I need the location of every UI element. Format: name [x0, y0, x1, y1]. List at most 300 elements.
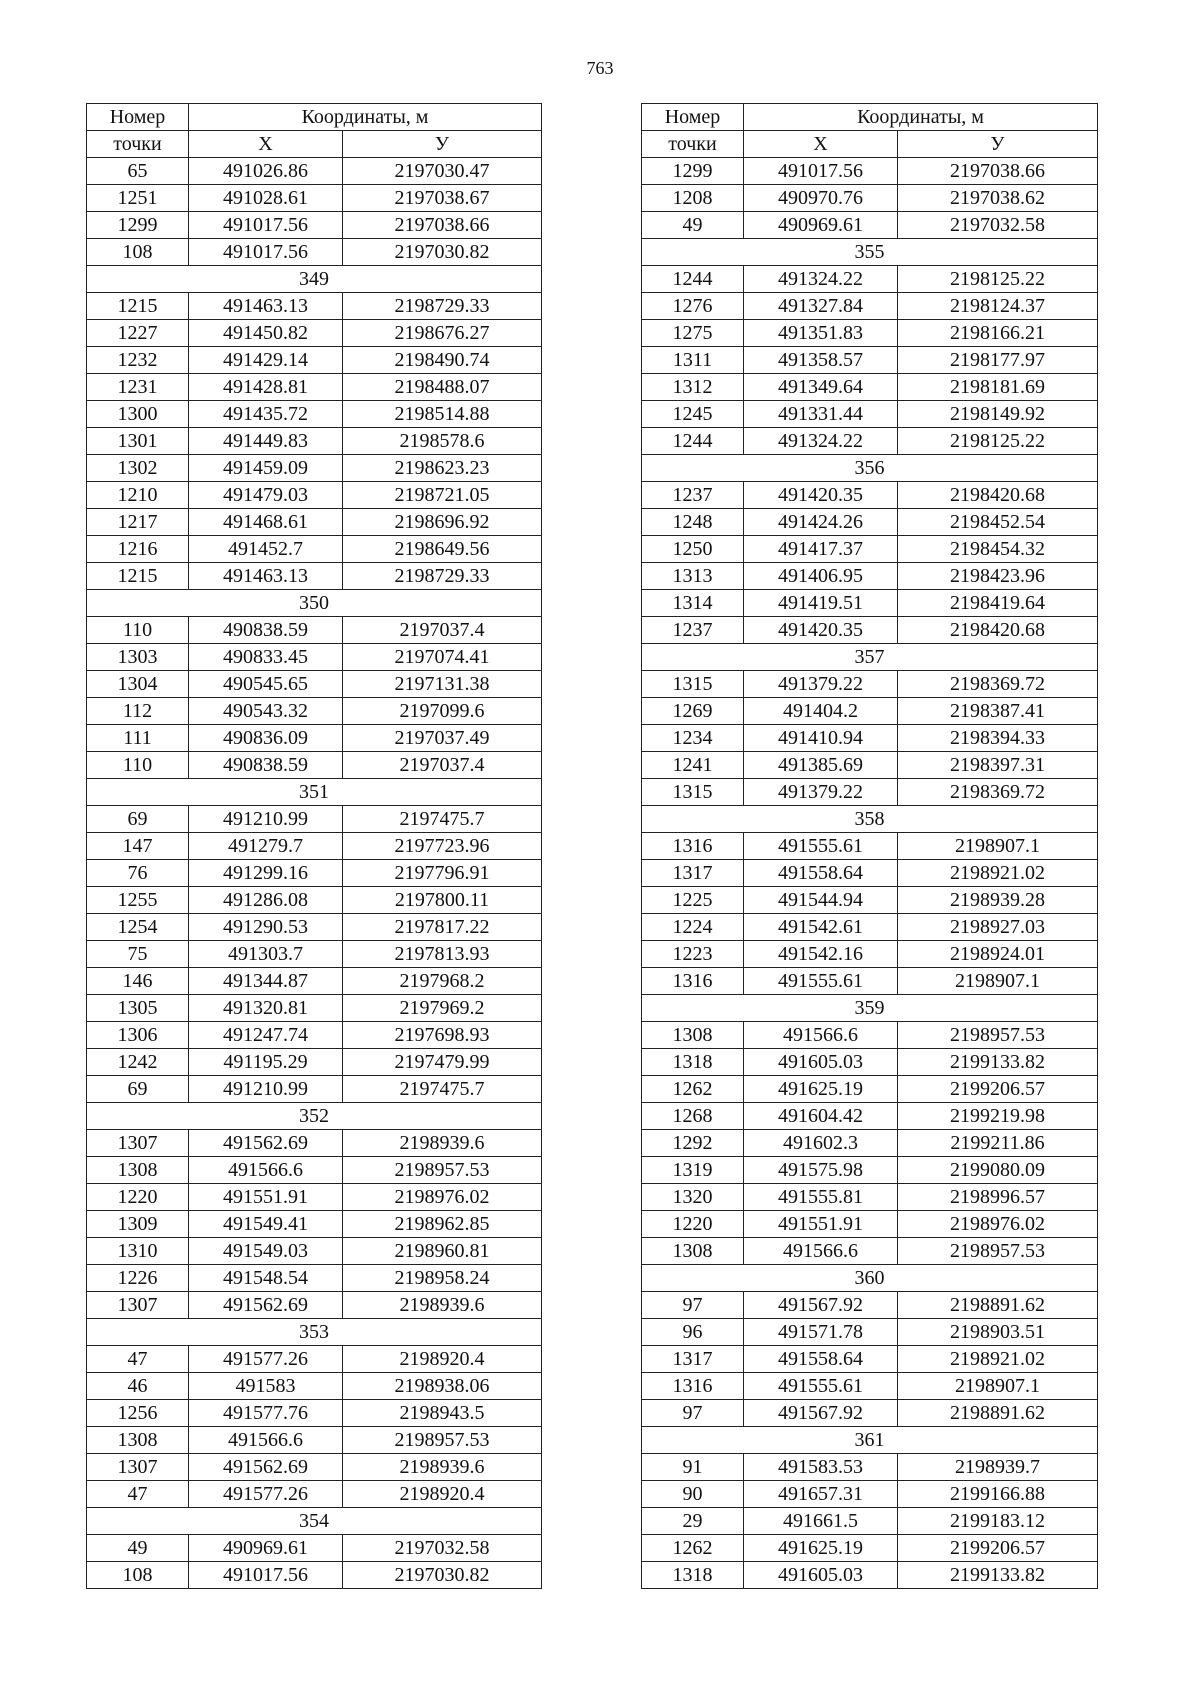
x-coordinate-cell: 491017.56	[189, 239, 343, 266]
table-row	[642, 1130, 1098, 1157]
point-number-cell: 1318	[642, 1562, 744, 1589]
table-row	[87, 293, 542, 320]
table-row	[642, 563, 1098, 590]
point-number-cell: 1308	[87, 1427, 189, 1454]
y-coordinate-cell: 2197032.58	[343, 1535, 542, 1562]
section-header-row	[642, 806, 1098, 833]
table-row	[87, 1022, 542, 1049]
table-row	[87, 374, 542, 401]
x-coordinate-cell: 491449.83	[189, 428, 343, 455]
y-coordinate-cell: 2198729.33	[343, 563, 542, 590]
x-coordinate-cell: 491583.53	[744, 1454, 898, 1481]
point-number-cell: 1314	[642, 590, 744, 617]
point-number-cell: 1276	[642, 293, 744, 320]
x-coordinate-cell: 491435.72	[189, 401, 343, 428]
table-row	[642, 185, 1098, 212]
x-coordinate-cell: 491195.29	[189, 1049, 343, 1076]
y-coordinate-cell: 2197723.96	[343, 833, 542, 860]
y-coordinate-cell: 2198623.23	[343, 455, 542, 482]
x-coordinate-cell: 491303.7	[189, 941, 343, 968]
y-coordinate-cell: 2198960.81	[343, 1238, 542, 1265]
table-row	[642, 428, 1098, 455]
table-row	[87, 428, 542, 455]
point-number-cell: 1313	[642, 563, 744, 590]
table-row	[642, 1562, 1098, 1589]
table-row	[87, 1292, 542, 1319]
x-coordinate-cell: 491602.3	[744, 1130, 898, 1157]
y-coordinate-cell: 2197969.2	[343, 995, 542, 1022]
point-number-cell: 1315	[642, 671, 744, 698]
point-number-cell: 1269	[642, 698, 744, 725]
y-coordinate-cell: 2199206.57	[898, 1076, 1098, 1103]
point-number-cell: 1316	[642, 968, 744, 995]
section-header-row	[87, 1103, 542, 1130]
y-coordinate-cell: 2198514.88	[343, 401, 542, 428]
section-number: 354	[87, 1508, 542, 1535]
table-row	[642, 968, 1098, 995]
table-row	[642, 1508, 1098, 1535]
section-header-row	[87, 1508, 542, 1535]
table-row	[642, 401, 1098, 428]
section-header-row	[642, 995, 1098, 1022]
y-coordinate-cell: 2198976.02	[898, 1211, 1098, 1238]
y-coordinate-cell: 2198420.68	[898, 482, 1098, 509]
x-coordinate-cell: 491562.69	[189, 1454, 343, 1481]
point-number-cell: 1316	[642, 1373, 744, 1400]
table-row	[642, 1238, 1098, 1265]
point-number-cell: 47	[87, 1346, 189, 1373]
table-row	[642, 1211, 1098, 1238]
y-coordinate-cell: 2198419.64	[898, 590, 1098, 617]
y-coordinate-cell: 2198125.22	[898, 428, 1098, 455]
point-number-cell: 1311	[642, 347, 744, 374]
table-row	[87, 914, 542, 941]
y-coordinate-cell: 2198696.92	[343, 509, 542, 536]
y-coordinate-cell: 2199211.86	[898, 1130, 1098, 1157]
point-number-cell: 1308	[642, 1238, 744, 1265]
x-coordinate-cell: 491351.83	[744, 320, 898, 347]
y-coordinate-cell: 2199219.98	[898, 1103, 1098, 1130]
x-coordinate-cell: 491577.76	[189, 1400, 343, 1427]
table-row	[87, 212, 542, 239]
point-number-cell: 1310	[87, 1238, 189, 1265]
y-coordinate-cell: 2198729.33	[343, 293, 542, 320]
table-row	[87, 698, 542, 725]
y-coordinate-cell: 2197074.41	[343, 644, 542, 671]
table-row	[642, 1346, 1098, 1373]
x-coordinate-cell: 490545.65	[189, 671, 343, 698]
x-coordinate-cell: 491558.64	[744, 1346, 898, 1373]
table-row	[87, 671, 542, 698]
table-row	[642, 1184, 1098, 1211]
point-number-cell: 1237	[642, 617, 744, 644]
section-header-row	[87, 266, 542, 293]
point-number-cell: 1268	[642, 1103, 744, 1130]
x-coordinate-cell: 491247.74	[189, 1022, 343, 1049]
x-coordinate-cell: 491542.61	[744, 914, 898, 941]
point-number-cell: 90	[642, 1481, 744, 1508]
point-number-cell: 1244	[642, 428, 744, 455]
point-number-cell: 47	[87, 1481, 189, 1508]
table-row	[87, 185, 542, 212]
point-number-cell: 76	[87, 860, 189, 887]
x-coordinate-cell: 491290.53	[189, 914, 343, 941]
y-coordinate-cell: 2198394.33	[898, 725, 1098, 752]
y-coordinate-cell: 2198962.85	[343, 1211, 542, 1238]
table-row	[642, 1319, 1098, 1346]
x-coordinate-cell: 491551.91	[744, 1211, 898, 1238]
point-number-cell: 49	[87, 1535, 189, 1562]
point-number-header-line2: точки	[642, 131, 744, 158]
x-coordinate-cell: 491566.6	[744, 1022, 898, 1049]
point-number-cell: 1232	[87, 347, 189, 374]
y-coordinate-cell: 2199183.12	[898, 1508, 1098, 1535]
point-number-cell: 1254	[87, 914, 189, 941]
x-coordinate-cell: 490970.76	[744, 185, 898, 212]
table-row	[87, 1211, 542, 1238]
table-row	[642, 1373, 1098, 1400]
section-number: 360	[642, 1265, 1098, 1292]
y-coordinate-cell: 2198939.7	[898, 1454, 1098, 1481]
y-coordinate-cell: 2197099.6	[343, 698, 542, 725]
table-row	[642, 266, 1098, 293]
x-coordinate-cell: 491555.81	[744, 1184, 898, 1211]
point-number-cell: 91	[642, 1454, 744, 1481]
y-coordinate-cell: 2197968.2	[343, 968, 542, 995]
point-number-header: Номер	[642, 104, 744, 131]
point-number-cell: 1292	[642, 1130, 744, 1157]
x-coordinate-cell: 491555.61	[744, 1373, 898, 1400]
x-coordinate-cell: 491605.03	[744, 1562, 898, 1589]
point-number-cell: 1244	[642, 266, 744, 293]
x-coordinate-cell: 491286.08	[189, 887, 343, 914]
y-coordinate-cell: 2197817.22	[343, 914, 542, 941]
table-row	[642, 293, 1098, 320]
section-number: 351	[87, 779, 542, 806]
x-coordinate-cell: 491566.6	[744, 1238, 898, 1265]
y-coordinate-cell: 2198166.21	[898, 320, 1098, 347]
y-coordinate-cell: 2197037.4	[343, 752, 542, 779]
y-coordinate-cell: 2197475.7	[343, 806, 542, 833]
x-coordinate-cell: 491429.14	[189, 347, 343, 374]
x-coordinate-cell: 490969.61	[744, 212, 898, 239]
point-number-cell: 1299	[642, 158, 744, 185]
table-row	[87, 1184, 542, 1211]
table-row	[642, 482, 1098, 509]
point-number-cell: 1319	[642, 1157, 744, 1184]
section-number: 355	[642, 239, 1098, 266]
coordinates-header: Координаты, м	[744, 104, 1098, 131]
table-row	[87, 1049, 542, 1076]
x-coordinate-cell: 491625.19	[744, 1535, 898, 1562]
y-column-header: У	[898, 131, 1098, 158]
table-row	[87, 1427, 542, 1454]
y-coordinate-cell: 2197800.11	[343, 887, 542, 914]
point-number-cell: 1215	[87, 293, 189, 320]
y-coordinate-cell: 2198927.03	[898, 914, 1098, 941]
x-coordinate-cell: 491299.16	[189, 860, 343, 887]
table-row	[642, 536, 1098, 563]
section-header-row	[642, 644, 1098, 671]
point-number-cell: 110	[87, 617, 189, 644]
x-coordinate-cell: 491026.86	[189, 158, 343, 185]
point-number-header: Номер	[87, 104, 189, 131]
table-row	[642, 158, 1098, 185]
point-number-cell: 1242	[87, 1049, 189, 1076]
table-row	[642, 725, 1098, 752]
table-row	[642, 914, 1098, 941]
point-number-cell: 96	[642, 1319, 744, 1346]
y-coordinate-cell: 2198891.62	[898, 1292, 1098, 1319]
x-coordinate-cell: 491549.41	[189, 1211, 343, 1238]
table-row	[87, 401, 542, 428]
table-row	[642, 1157, 1098, 1184]
section-number: 359	[642, 995, 1098, 1022]
section-number: 356	[642, 455, 1098, 482]
y-coordinate-cell: 2198957.53	[898, 1238, 1098, 1265]
y-coordinate-cell: 2198939.28	[898, 887, 1098, 914]
point-number-cell: 111	[87, 725, 189, 752]
point-number-cell: 1256	[87, 1400, 189, 1427]
table-row	[87, 158, 542, 185]
point-number-cell: 1251	[87, 185, 189, 212]
y-coordinate-cell: 2198921.02	[898, 860, 1098, 887]
section-number: 358	[642, 806, 1098, 833]
y-coordinate-cell: 2199206.57	[898, 1535, 1098, 1562]
point-number-cell: 1215	[87, 563, 189, 590]
y-coordinate-cell: 2199080.09	[898, 1157, 1098, 1184]
y-coordinate-cell: 2197038.66	[898, 158, 1098, 185]
y-coordinate-cell: 2198903.51	[898, 1319, 1098, 1346]
y-coordinate-cell: 2198907.1	[898, 968, 1098, 995]
section-header-row	[642, 239, 1098, 266]
x-coordinate-cell: 491379.22	[744, 779, 898, 806]
point-number-cell: 29	[642, 1508, 744, 1535]
y-coordinate-cell: 2198907.1	[898, 833, 1098, 860]
point-number-cell: 1223	[642, 941, 744, 968]
x-coordinate-cell: 491210.99	[189, 1076, 343, 1103]
point-number-cell: 1275	[642, 320, 744, 347]
y-coordinate-cell: 2198387.41	[898, 698, 1098, 725]
table-row	[642, 509, 1098, 536]
x-coordinate-cell: 491404.2	[744, 698, 898, 725]
table-row	[642, 1103, 1098, 1130]
table-row	[87, 887, 542, 914]
x-coordinate-cell: 491562.69	[189, 1130, 343, 1157]
table-row	[642, 320, 1098, 347]
y-coordinate-cell: 2198397.31	[898, 752, 1098, 779]
y-coordinate-cell: 2198649.56	[343, 536, 542, 563]
table-row	[87, 482, 542, 509]
point-number-cell: 97	[642, 1400, 744, 1427]
x-coordinate-cell: 491583	[189, 1373, 343, 1400]
table-row	[87, 1562, 542, 1589]
table-row	[87, 536, 542, 563]
x-coordinate-cell: 491575.98	[744, 1157, 898, 1184]
point-number-cell: 1307	[87, 1130, 189, 1157]
y-coordinate-cell: 2198976.02	[343, 1184, 542, 1211]
coordinates-header: Координаты, м	[189, 104, 542, 131]
x-coordinate-cell: 491577.26	[189, 1481, 343, 1508]
x-coordinate-cell: 491017.56	[189, 212, 343, 239]
y-coordinate-cell: 2197030.47	[343, 158, 542, 185]
point-number-cell: 1262	[642, 1076, 744, 1103]
point-number-cell: 1255	[87, 887, 189, 914]
point-number-cell: 1306	[87, 1022, 189, 1049]
y-coordinate-cell: 2197813.93	[343, 941, 542, 968]
table-row	[642, 752, 1098, 779]
point-number-cell: 1224	[642, 914, 744, 941]
point-number-cell: 1308	[87, 1157, 189, 1184]
x-coordinate-cell: 490838.59	[189, 752, 343, 779]
x-coordinate-cell: 490969.61	[189, 1535, 343, 1562]
table-row	[87, 1157, 542, 1184]
y-coordinate-cell: 2198676.27	[343, 320, 542, 347]
table-row	[87, 995, 542, 1022]
x-coordinate-cell: 491625.19	[744, 1076, 898, 1103]
y-coordinate-cell: 2197038.67	[343, 185, 542, 212]
table-row	[87, 1346, 542, 1373]
y-coordinate-cell: 2197698.93	[343, 1022, 542, 1049]
x-coordinate-cell: 491463.13	[189, 563, 343, 590]
table-row	[87, 941, 542, 968]
y-coordinate-cell: 2198369.72	[898, 779, 1098, 806]
table-row	[642, 1454, 1098, 1481]
table-row	[642, 1400, 1098, 1427]
table-row	[87, 644, 542, 671]
y-coordinate-cell: 2198957.53	[343, 1157, 542, 1184]
y-coordinate-cell: 2198957.53	[898, 1022, 1098, 1049]
x-coordinate-cell: 491324.22	[744, 428, 898, 455]
x-coordinate-cell: 490543.32	[189, 698, 343, 725]
x-coordinate-cell: 491406.95	[744, 563, 898, 590]
y-coordinate-cell: 2197038.66	[343, 212, 542, 239]
x-coordinate-cell: 491385.69	[744, 752, 898, 779]
x-coordinate-cell: 491017.56	[189, 1562, 343, 1589]
point-number-cell: 1307	[87, 1454, 189, 1481]
table-row	[642, 1076, 1098, 1103]
y-coordinate-cell: 2197038.62	[898, 185, 1098, 212]
x-coordinate-cell: 491567.92	[744, 1292, 898, 1319]
table-row	[642, 671, 1098, 698]
x-coordinate-cell: 491661.5	[744, 1508, 898, 1535]
table-row	[87, 1481, 542, 1508]
point-number-cell: 1317	[642, 1346, 744, 1373]
y-coordinate-cell: 2198924.01	[898, 941, 1098, 968]
x-coordinate-cell: 491548.54	[189, 1265, 343, 1292]
x-coordinate-cell: 490833.45	[189, 644, 343, 671]
table-row	[642, 617, 1098, 644]
y-coordinate-cell: 2198920.4	[343, 1346, 542, 1373]
y-coordinate-cell: 2197796.91	[343, 860, 542, 887]
point-number-cell: 108	[87, 1562, 189, 1589]
x-coordinate-cell: 491017.56	[744, 158, 898, 185]
table-row	[87, 860, 542, 887]
x-coordinate-cell: 491479.03	[189, 482, 343, 509]
table-row	[642, 1481, 1098, 1508]
y-coordinate-cell: 2198454.32	[898, 536, 1098, 563]
table-row	[87, 1238, 542, 1265]
x-coordinate-cell: 491604.42	[744, 1103, 898, 1130]
section-number: 361	[642, 1427, 1098, 1454]
section-header-row	[87, 1319, 542, 1346]
table-row	[87, 1130, 542, 1157]
y-coordinate-cell: 2198939.6	[343, 1292, 542, 1319]
point-number-cell: 1248	[642, 509, 744, 536]
x-coordinate-cell: 491420.35	[744, 482, 898, 509]
x-coordinate-cell: 491605.03	[744, 1049, 898, 1076]
x-coordinate-cell: 491417.37	[744, 536, 898, 563]
table-row	[642, 698, 1098, 725]
table-row	[87, 968, 542, 995]
y-coordinate-cell: 2197030.82	[343, 1562, 542, 1589]
x-coordinate-cell: 491410.94	[744, 725, 898, 752]
section-number: 350	[87, 590, 542, 617]
table-row	[87, 1535, 542, 1562]
y-column-header: У	[343, 131, 542, 158]
table-row	[642, 887, 1098, 914]
x-coordinate-cell: 491320.81	[189, 995, 343, 1022]
section-header-row	[87, 590, 542, 617]
table-row	[642, 1022, 1098, 1049]
x-coordinate-cell: 491279.7	[189, 833, 343, 860]
x-coordinate-cell: 491028.61	[189, 185, 343, 212]
point-number-cell: 46	[87, 1373, 189, 1400]
x-coordinate-cell: 490836.09	[189, 725, 343, 752]
coordinates-table-right	[641, 103, 1098, 1589]
section-number: 353	[87, 1319, 542, 1346]
point-number-cell: 1225	[642, 887, 744, 914]
x-coordinate-cell: 491452.7	[189, 536, 343, 563]
y-coordinate-cell: 2198891.62	[898, 1400, 1098, 1427]
point-number-cell: 69	[87, 1076, 189, 1103]
y-coordinate-cell: 2198943.5	[343, 1400, 542, 1427]
x-coordinate-cell: 491324.22	[744, 266, 898, 293]
table-row	[87, 1400, 542, 1427]
y-coordinate-cell: 2198124.37	[898, 293, 1098, 320]
point-number-cell: 110	[87, 752, 189, 779]
point-number-cell: 1309	[87, 1211, 189, 1238]
point-number-cell: 1299	[87, 212, 189, 239]
x-coordinate-cell: 491468.61	[189, 509, 343, 536]
table-row	[642, 347, 1098, 374]
point-number-cell: 1226	[87, 1265, 189, 1292]
point-number-cell: 1318	[642, 1049, 744, 1076]
point-number-cell: 1216	[87, 536, 189, 563]
x-coordinate-cell: 491463.13	[189, 293, 343, 320]
x-coordinate-cell: 491450.82	[189, 320, 343, 347]
point-number-cell: 1307	[87, 1292, 189, 1319]
table-row	[87, 563, 542, 590]
x-coordinate-cell: 491379.22	[744, 671, 898, 698]
point-number-cell: 1301	[87, 428, 189, 455]
x-coordinate-cell: 491544.94	[744, 887, 898, 914]
x-coordinate-cell: 490838.59	[189, 617, 343, 644]
x-coordinate-cell: 491428.81	[189, 374, 343, 401]
point-number-cell: 69	[87, 806, 189, 833]
section-number: 357	[642, 644, 1098, 671]
point-number-cell: 49	[642, 212, 744, 239]
x-column-header: X	[744, 131, 898, 158]
x-coordinate-cell: 491210.99	[189, 806, 343, 833]
point-number-cell: 1241	[642, 752, 744, 779]
y-coordinate-cell: 2198996.57	[898, 1184, 1098, 1211]
point-number-cell: 75	[87, 941, 189, 968]
point-number-cell: 1231	[87, 374, 189, 401]
table-row	[642, 590, 1098, 617]
point-number-cell: 108	[87, 239, 189, 266]
y-coordinate-cell: 2198452.54	[898, 509, 1098, 536]
